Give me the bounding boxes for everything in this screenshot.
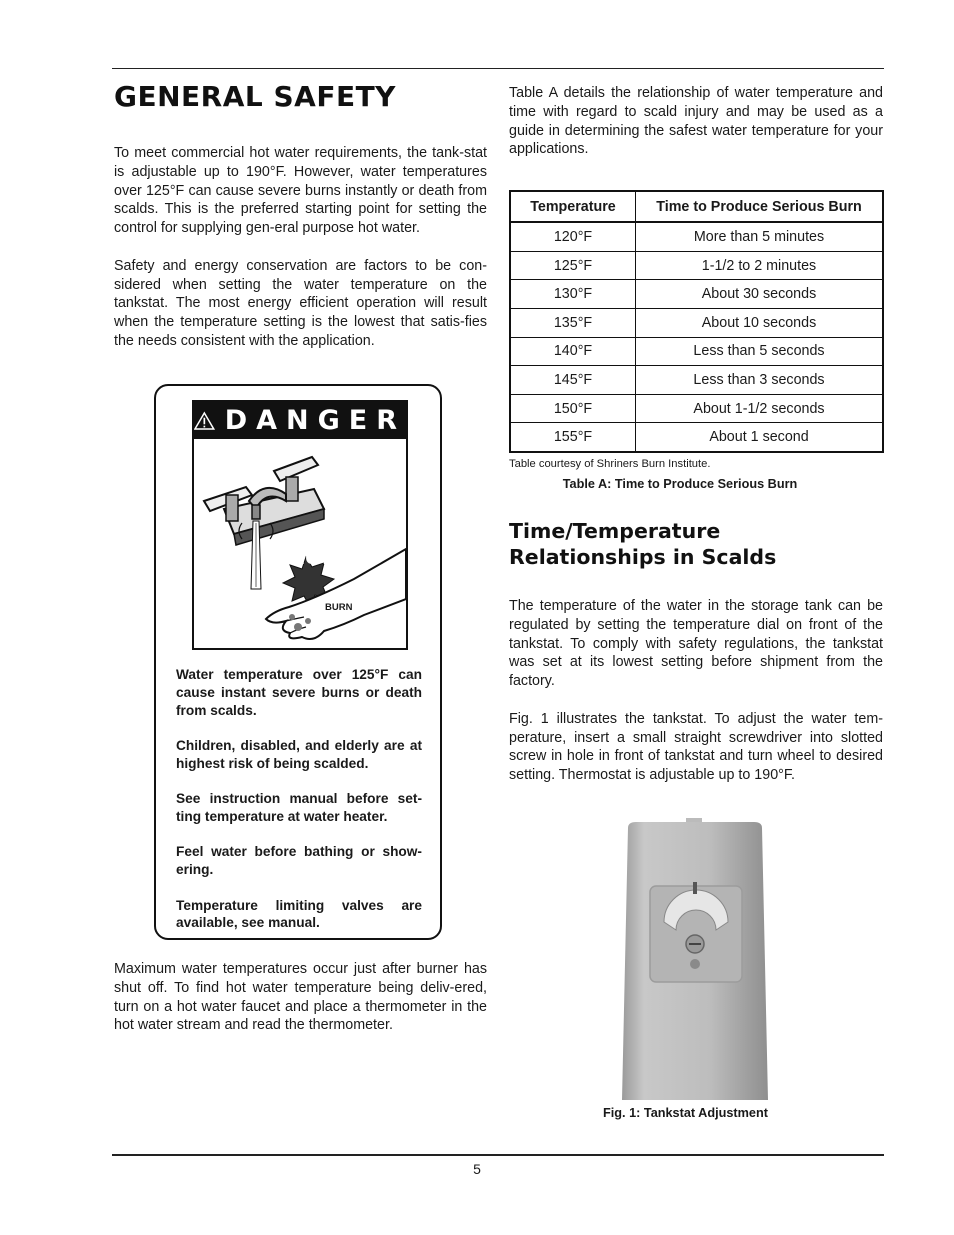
column-header-burn-time: Time to Produce Serious Burn: [636, 191, 884, 222]
section-heading: [509, 518, 883, 570]
temperature-cell: 130°F: [510, 280, 636, 309]
energy-paragraph: Safety and energy conservation are factors to be con-sidered when setting the water temperature on the tankstat. The most energy efficient operation will result when the temperature setting is the lowest that satis-fies the needs consistent with the application.: [114, 257, 487, 349]
burn-time-cell: 1-1/2 to 2 minutes: [636, 251, 884, 280]
figure-caption: Fig. 1: Tankstat Adjustment: [603, 1106, 768, 1120]
danger-word: DANGER: [224, 405, 406, 436]
temperature-cell: 145°F: [510, 366, 636, 395]
right-column: [509, 84, 883, 785]
left-column: [114, 80, 487, 351]
burn-time-cell: About 10 seconds: [636, 308, 884, 337]
temperature-cell: 135°F: [510, 308, 636, 337]
burn-time-cell: About 1 second: [636, 423, 884, 452]
temperature-cell: 120°F: [510, 222, 636, 251]
column-header-temperature: Temperature: [510, 191, 636, 222]
table-credit: Table courtesy of Shriners Burn Institute.: [509, 457, 711, 470]
warning-text: Children, disabled, and elderly are at highest risk of being scalded.: [176, 737, 422, 771]
table-row: [510, 222, 883, 251]
table-intro-paragraph: Table A details the relationship of water temperature and time with regard to scald injury and may be used as a guide in determining the safest water temperature for your applications.: [509, 85, 883, 158]
temperature-cell: 150°F: [510, 394, 636, 423]
hot-label: HOT: [291, 549, 332, 569]
burn-label: BURN: [325, 602, 353, 613]
burn-time-cell: Less than 3 seconds: [636, 366, 884, 395]
table-row: [510, 308, 883, 337]
danger-panel: [192, 400, 408, 650]
warning-triangle-icon: [194, 411, 215, 431]
tankstat-photo: [620, 818, 770, 1100]
section-heading-line: Relationships in Scalds: [509, 544, 777, 569]
danger-label: [154, 384, 442, 940]
table-header-row: [510, 191, 883, 222]
top-rule: [112, 68, 884, 69]
temperature-cell: 125°F: [510, 251, 636, 280]
burn-time-table: [509, 190, 884, 453]
warning-text: Water temperature over 125°F can cause instant severe burns or death from scalds.: [176, 667, 422, 718]
warning-text: Feel water before bathing or show-ering.: [176, 844, 422, 878]
table-row: [510, 280, 883, 309]
warning-text: See instruction manual before set-ting temperature at water heater.: [176, 791, 422, 824]
dial-paragraph: The temperature of the water in the storage tank can be regulated by setting the temperature dial on front of the tankstat. To comply with safety regulations, the tankstat was set at its lowest setting before shipment from the factory.: [509, 597, 883, 690]
temperature-cell: 155°F: [510, 423, 636, 452]
page-title: GENERAL SAFETY: [114, 80, 396, 113]
temperature-cell: 140°F: [510, 337, 636, 366]
burn-time-cell: About 30 seconds: [636, 280, 884, 309]
thermometer-paragraph: Maximum water temperatures occur just after burner has shut off. To find hot water temperature being deliv-ered, turn on a hot water faucet and place a thermometer in the hot water stream and read the thermometer.: [114, 961, 487, 1034]
table-row: [510, 337, 883, 366]
table-row: [510, 366, 883, 395]
table-row: [510, 251, 883, 280]
scald-illustration: [194, 439, 406, 648]
burn-time-cell: More than 5 minutes: [636, 222, 884, 251]
warning-text: Temperature limiting valves are available, see manual.: [176, 897, 422, 931]
thermometer-paragraph-wrap: [114, 960, 487, 1035]
burn-time-cell: About 1-1/2 seconds: [636, 394, 884, 423]
danger-warnings: [176, 666, 422, 950]
table-caption: Table A: Time to Produce Serious Burn: [562, 476, 798, 491]
intro-paragraph: To meet commercial hot water requirements, the tank-stat is adjustable up to 190°F. However, water temperatures over 125°F can cause severe burns instantly or death from scalds. This is the preferred starting point for setting the control for supplying gen-eral purpose hot water.: [114, 145, 487, 237]
burn-time-cell: Less than 5 seconds: [636, 337, 884, 366]
table-row: [510, 394, 883, 423]
danger-header: [194, 402, 406, 439]
page-number: 5: [473, 1161, 481, 1177]
table-row: [510, 423, 883, 452]
adjust-paragraph: Fig. 1 illustrates the tankstat. To adjust the water tem-perature, insert a small straight screwdriver into slotted screw in hole in front of tankstat and turn wheel to desired setting. Thermostat is adjustable up to 190°F.: [509, 710, 883, 784]
bottom-rule: [112, 1154, 884, 1156]
section-heading-line: Time/Temperature: [509, 518, 721, 543]
